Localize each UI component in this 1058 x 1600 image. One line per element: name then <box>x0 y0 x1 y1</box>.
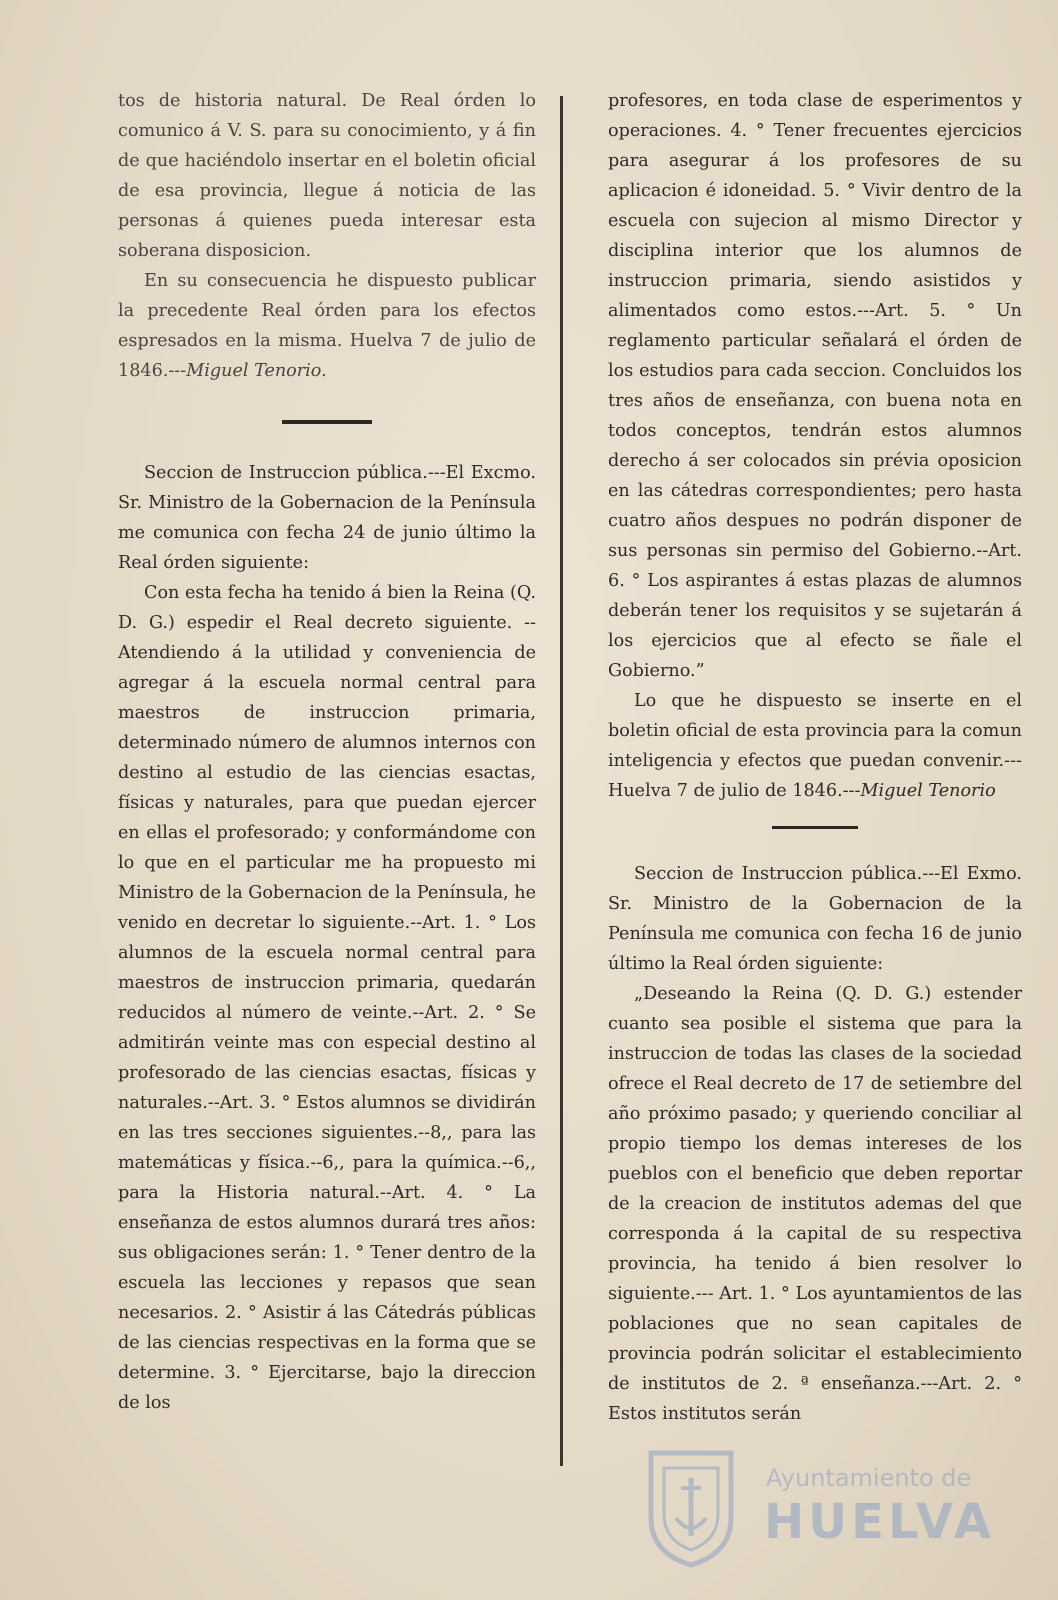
left-signature: Miguel Tenorio. <box>186 361 327 381</box>
right-paragraph-1: profesores, en toda clase de esperimentos y operaciones. 4. ° Tener frecuentes ejercicios para asegurar á los profesores de su aplicacion é idoneidad. 5. ° Vivir dentro de la escuela con sujecion al mismo Director y disciplina interior que los alumnos de instruccion primaria, siendo asistidos y alimentados como estos.---Art. 5. ° Un reglamento particular señalará el órden de los estudios para cada seccion. Concluidos los tres años de enseñanza, con buena nota en todos conceptos, tendrán estos alumnos derecho á ser colocados sin prévia oposicion en las cátedras correspondientes; pero hasta cuatro años despues no podrán disponer de sus personas sin permiso del Gobierno.--Art. 6. ° Los aspirantes á estas plazas de alumnos deberán tener los requisitos y se sujetarán á los ejercicios que al efecto se ñale el Gobierno.” <box>608 91 1022 681</box>
right-paragraph-3: Seccion de Instruccion pública.---El Exmo. Sr. Ministro de la Gobernacion de la Península me comunica con fecha 16 de junio último la Real órden siguiente: <box>608 864 1022 974</box>
right-paragraph-2-text: Lo que he dispuesto se inserte en el boletin oficial de esta provincia para la comun inteligencia y efectos que puedan convenir.---Huelva 7 de julio de 1846.--- <box>608 691 1022 801</box>
section-separator <box>282 420 372 424</box>
coat-of-arms-icon <box>646 1448 736 1568</box>
left-paragraph-1: tos de historia natural. De Real órden lo comunico á V. S. para su conocimiento, y á fin de que haciéndolo insertar en el boletin oficial de esa provincia, llegue á noticia de las personas á quienes pueda interesar esta soberana disposicion. <box>118 91 536 261</box>
right-column <box>608 86 1022 1429</box>
watermark <box>636 1448 1036 1578</box>
left-column <box>118 86 536 1418</box>
left-paragraph-2 <box>118 266 536 386</box>
watermark-line-2: HUELVA <box>764 1494 995 1550</box>
section-separator <box>772 826 858 829</box>
right-paragraph-4: „Deseando la Reina (Q. D. G.) estender cuanto sea posible el sistema que para la instruccion de todas las clases de la sociedad ofrece el Real decreto de 17 de setiembre del año próximo pasado; y queriendo conciliar al propio tiempo los demas intereses de los pueblos con el beneficio que deben reportar de la creacion de institutos ademas del que corresponda á la capital de su respectiva provincia, ha tenido á bien resolver lo siguiente.--- Art. 1. ° Los ayuntamientos de las poblaciones que no sean capitales de provincia podrán solicitar el establecimiento de institutos de 2. ª enseñanza.---Art. 2. ° Estos institutos serán <box>608 984 1022 1424</box>
left-paragraph-4: Con esta fecha ha tenido á bien la Reina (Q. D. G.) espedir el Real decreto siguiente. --Atendiendo á la utilidad y conveniencia de agregar á la escuela normal central para maestros de instruccion primaria, determinado número de alumnos internos con destino al estudio de las ciencias esactas, físicas y naturales, para que puedan ejercer en ellas el profesorado; y conformándome con lo que en el particular me ha propuesto mi Ministro de la Gobernacion de la Península, he venido en decretar lo siguiente.--Art. 1. ° Los alumnos de la escuela normal central para maestros de instruccion primaria, quedarán reducidos al número de veinte.--Art. 2. ° Se admitirán veinte mas con especial destino al profesorado de las ciencias esactas, físicas y naturales.--Art. 3. ° Estos alumnos se dividirán en las tres secciones siguientes.--8,, para las matemáticas y física.--6,, para la química.--6,, para la Historia natural.--Art. 4. ° La enseñanza de estos alumnos durará tres años: sus obligaciones serán: 1. ° Tener dentro de la escuela las lecciones y repasos que sean necesarios. 2. ° Asistir á las Cátedrás públicas de las ciencias respectivas en la forma que se determine. 3. ° Ejercitarse, bajo la direccion de los <box>118 583 536 1413</box>
right-paragraph-2 <box>608 686 1022 806</box>
left-paragraph-2-text: En su consecuencia he dispuesto publicar la precedente Real órden para los efectos espresados en la misma. Huelva 7 de julio de 1846.--- <box>118 271 536 381</box>
column-divider <box>560 96 563 1466</box>
right-signature: Miguel Tenorio <box>860 781 996 801</box>
left-paragraph-3: Seccion de Instruccion pública.---El Excmo. Sr. Ministro de la Gobernacion de la Península me comunica con fecha 24 de junio último la Real órden siguiente: <box>118 463 536 573</box>
watermark-line-1: Ayuntamiento de <box>766 1464 972 1492</box>
